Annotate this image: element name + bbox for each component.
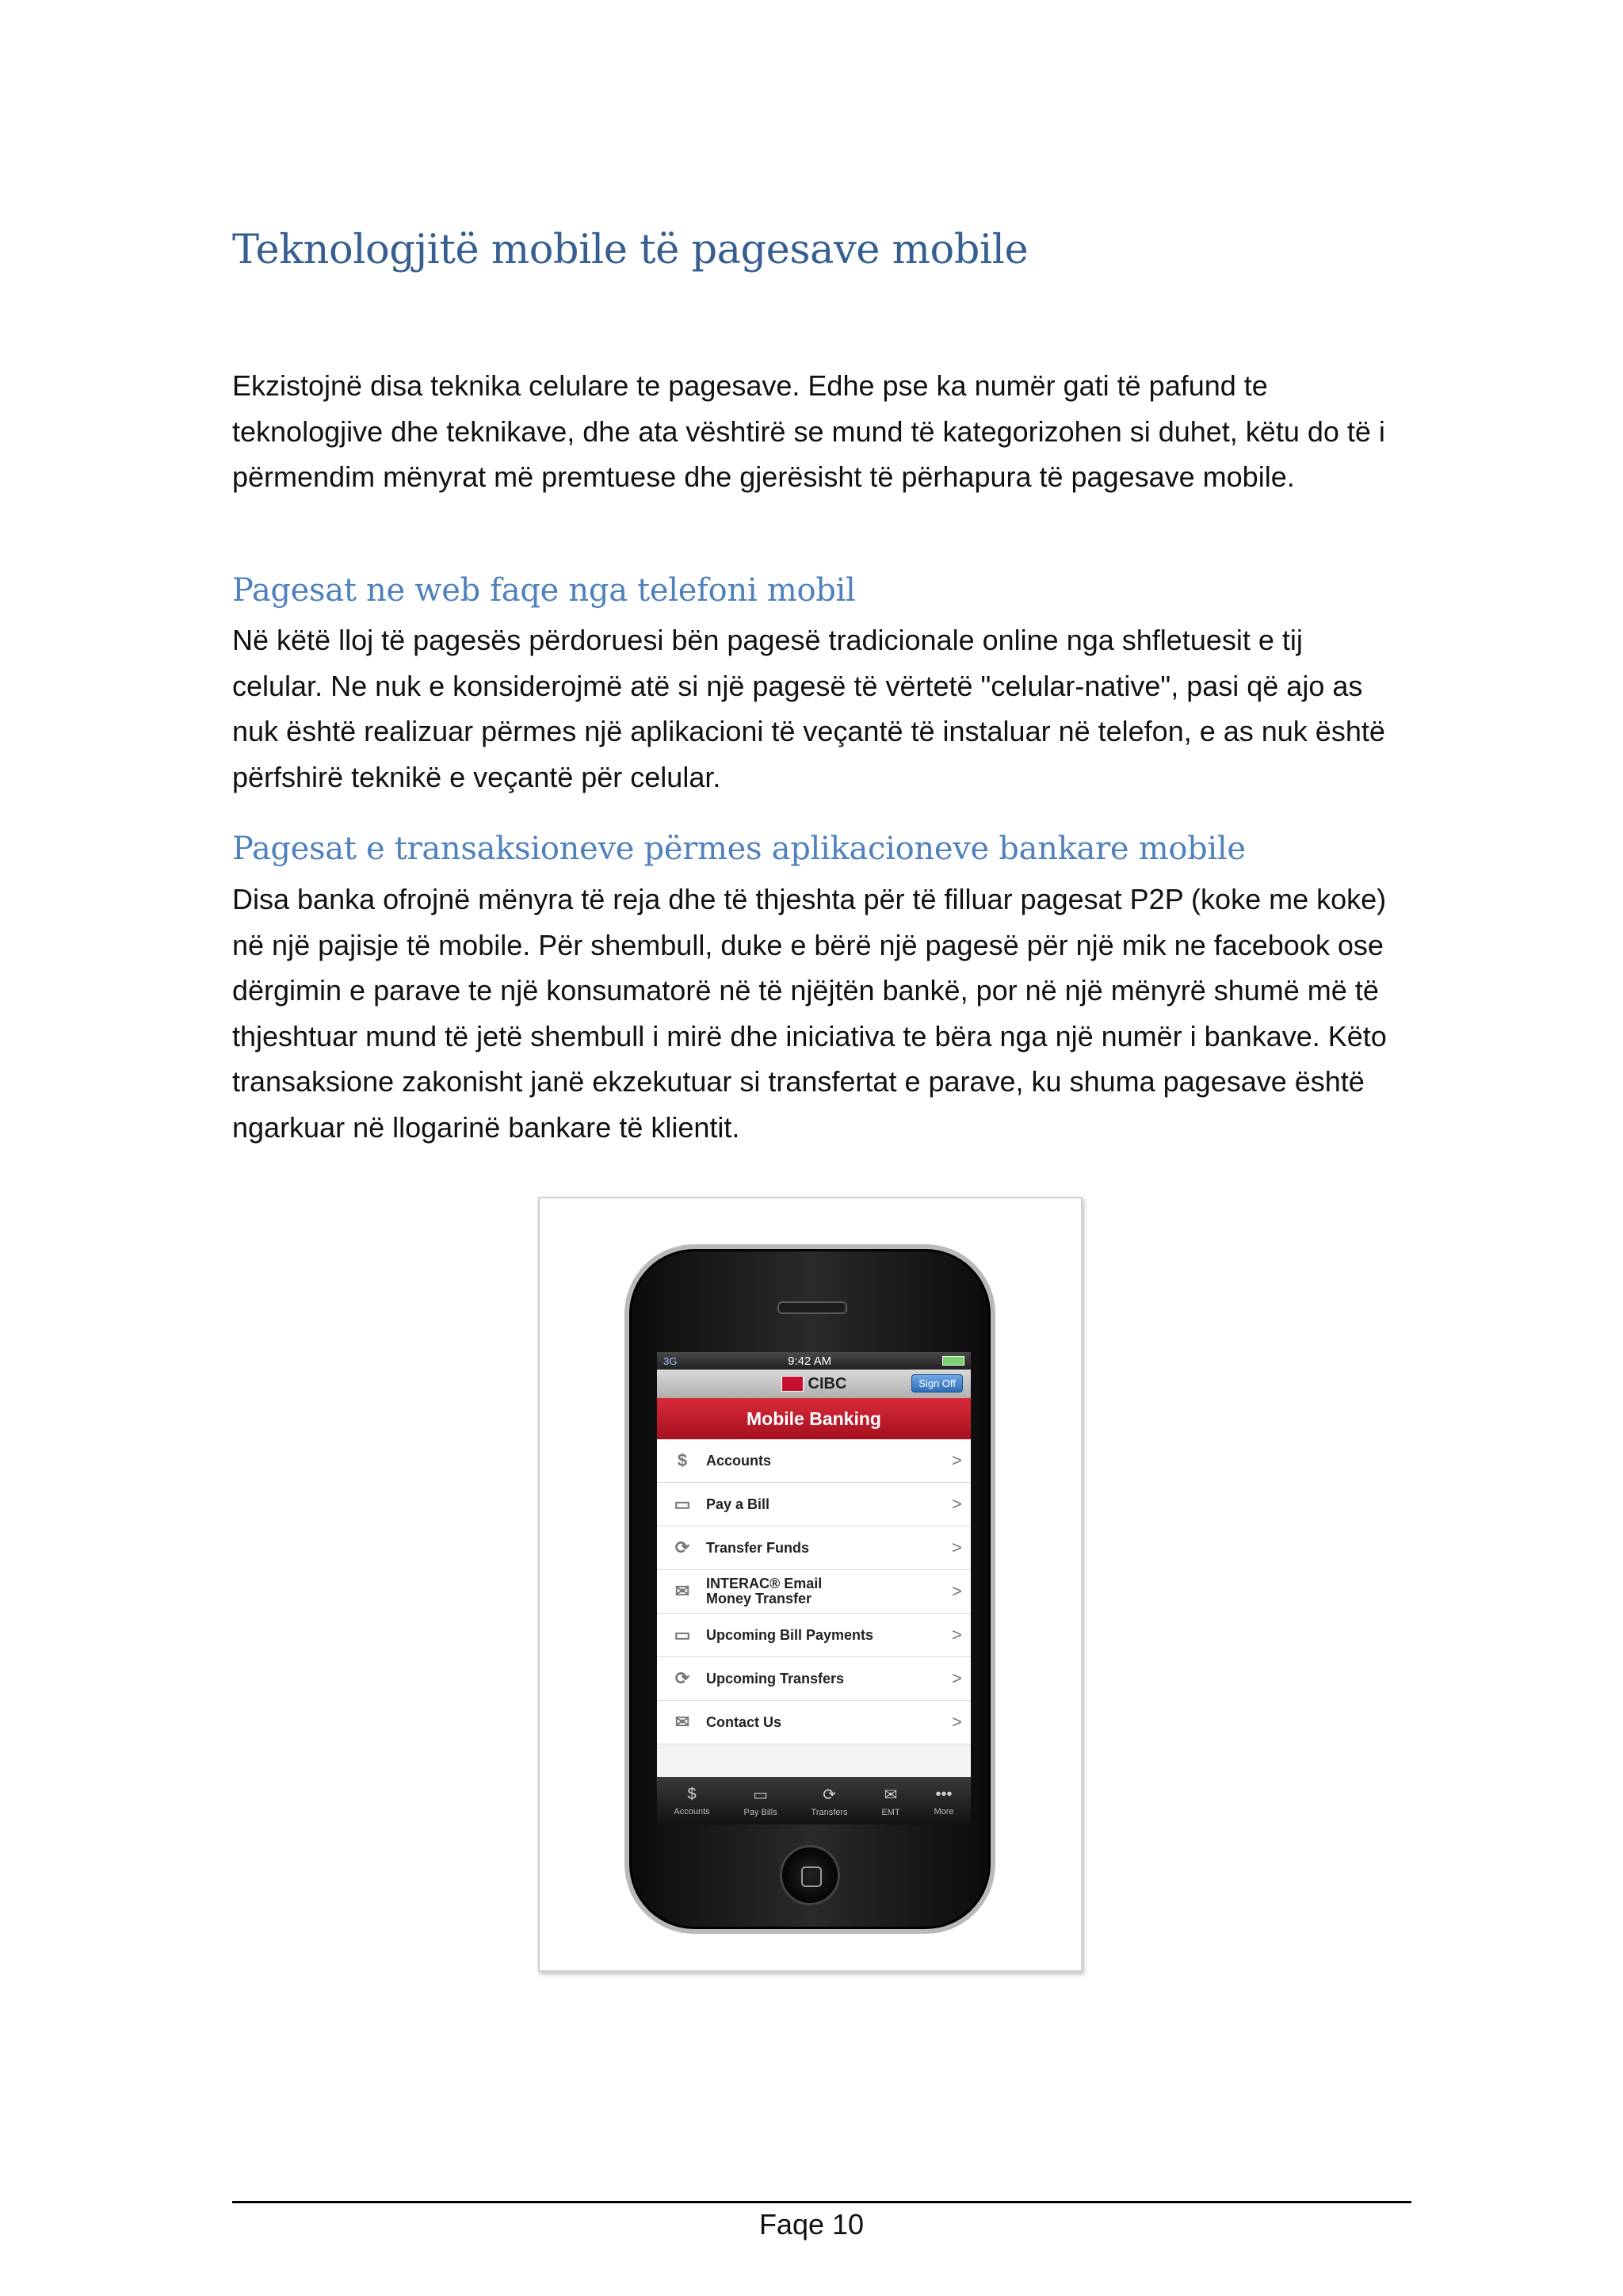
banking-menu xyxy=(657,1439,971,1744)
app-top-bar xyxy=(657,1370,971,1398)
chevron-right-icon: > xyxy=(952,1625,962,1645)
section1-paragraph: Në këtë lloj të pagesës përdoruesi bën pagesë tradicionale online nga shfletuesit e tij celular. Ne nuk e konsiderojmë atë si një pagesë të vërtetë "celular-native", pasi që ajo as nuk është realizuar përmes një aplikacioni të veçantë të instaluar në telefon, e as nuk është përfshirë teknikë e veçantë për celular. xyxy=(232,624,1385,793)
tab-pay-bills[interactable] xyxy=(744,1785,777,1817)
more-icon: ••• xyxy=(935,1785,953,1803)
bank-name: CIBC xyxy=(808,1374,847,1392)
sign-off-button[interactable]: Sign Off xyxy=(911,1374,963,1392)
contact-icon: ✉ xyxy=(674,1712,690,1732)
menu-item-label-line1: Pay a Bill xyxy=(706,1496,770,1512)
chevron-right-icon: > xyxy=(952,1450,962,1470)
dollar-icon: $ xyxy=(677,1450,688,1470)
page-number: Faqe 10 xyxy=(758,2208,865,2241)
transfer-icon: ⟳ xyxy=(674,1538,690,1557)
tab-label: Accounts xyxy=(674,1806,710,1817)
section1-heading: Pagesat ne web faqe nga telefoni mobil xyxy=(232,572,856,609)
menu-item[interactable] xyxy=(657,1526,971,1570)
status-bar xyxy=(657,1352,971,1370)
tab-label: More xyxy=(934,1806,954,1817)
menu-item[interactable] xyxy=(657,1483,971,1526)
menu-item[interactable] xyxy=(657,1439,971,1483)
tab-transfers[interactable] xyxy=(812,1785,848,1817)
bank-logo-mark-icon xyxy=(781,1376,804,1392)
menu-item-label xyxy=(706,1628,952,1643)
menu-item[interactable] xyxy=(657,1657,971,1701)
home-square-icon xyxy=(801,1866,822,1887)
app-title: Mobile Banking xyxy=(657,1398,971,1439)
intro-paragraph: Ekzistojnë disa teknika celulare te pagesave. Edhe pse ka numër gati të pafund te teknologjive dhe teknikave, dhe ata vështirë se mund të kategorizohen si duhet, këtu do të i përmendim mënyrat më premtuese dhe gjerësisht të përhapura të pagesave mobile. xyxy=(232,369,1385,493)
chevron-right-icon: > xyxy=(952,1581,962,1601)
home-button[interactable] xyxy=(780,1845,840,1905)
status-time: 9:42 AM xyxy=(788,1354,832,1368)
chevron-right-icon: > xyxy=(952,1668,962,1688)
menu-item-label-line1: Upcoming Bill Payments xyxy=(706,1626,874,1643)
menu-item-label-line1: Upcoming Transfers xyxy=(706,1670,845,1687)
phone-speaker xyxy=(777,1301,847,1314)
battery-icon xyxy=(942,1356,964,1366)
tab-label: Transfers xyxy=(811,1807,848,1817)
tab-bar xyxy=(657,1777,971,1824)
email-icon: ✉ xyxy=(674,1581,690,1601)
dollar-icon: $ xyxy=(687,1785,697,1803)
transfer-icon: ⟳ xyxy=(823,1786,836,1804)
menu-item-label-line1: INTERAC® Email xyxy=(706,1576,823,1591)
bill-icon: ▭ xyxy=(674,1494,691,1514)
menu-item-label xyxy=(706,1671,952,1687)
tab-emt[interactable] xyxy=(881,1785,899,1817)
bill-icon: ▭ xyxy=(753,1786,769,1804)
menu-item-label xyxy=(706,1454,952,1469)
tab-label: EMT xyxy=(881,1807,900,1817)
chevron-right-icon: > xyxy=(952,1712,962,1732)
upcoming-transfer-icon: ⟳ xyxy=(674,1668,690,1688)
menu-item[interactable] xyxy=(657,1570,971,1614)
phone-screen xyxy=(657,1352,971,1824)
menu-item-label-line2: Money Transfer xyxy=(706,1591,812,1606)
tab-more[interactable] xyxy=(934,1786,954,1817)
signal-indicator: 3G xyxy=(663,1354,678,1367)
email-icon: ✉ xyxy=(884,1786,898,1804)
phone-figure xyxy=(538,1197,1083,1972)
menu-item-label-line1: Accounts xyxy=(706,1452,772,1469)
menu-item[interactable] xyxy=(657,1701,971,1744)
section2-heading: Pagesat e transaksioneve përmes aplikacioneve bankare mobile xyxy=(232,831,1246,867)
menu-item-label xyxy=(706,1715,952,1730)
chevron-right-icon: > xyxy=(952,1538,962,1557)
footer-divider xyxy=(232,2201,1411,2203)
section2-paragraph: Disa banka ofrojnë mënyra të reja dhe të thjeshta për të filluar pagesat P2P (koke me koke) në një pajisje të mobile. Për shembull, duke e bërë një pagesë për një mik ne facebook ose dërgimin e parave te një konsumatorë në të njëjtën bankë, por në një mënyrë shumë më të thjeshtuar mund të jetë shembull i mirë dhe iniciativa te bëra nga një numër i bankave. Këto transaksione zakonisht janë ekzekutuar si transfertat e parave, ku shuma pagesave është ngarkuar në llogarinë bankare të klientit. xyxy=(232,883,1387,1144)
menu-item-label xyxy=(706,1541,952,1556)
menu-item-label xyxy=(706,1576,952,1606)
tab-accounts[interactable] xyxy=(674,1786,709,1817)
bank-logo xyxy=(781,1375,847,1393)
menu-item-label xyxy=(706,1497,952,1512)
menu-item[interactable] xyxy=(657,1614,971,1657)
menu-item-label-line1: Transfer Funds xyxy=(706,1539,810,1556)
tab-label: Pay Bills xyxy=(743,1807,777,1817)
upcoming-bill-icon: ▭ xyxy=(674,1625,691,1645)
main-heading: Teknologjitë mobile të pagesave mobile xyxy=(232,227,1029,273)
chevron-right-icon: > xyxy=(952,1494,962,1514)
phone-device xyxy=(624,1244,995,1934)
menu-item-label-line1: Contact Us xyxy=(706,1713,782,1730)
